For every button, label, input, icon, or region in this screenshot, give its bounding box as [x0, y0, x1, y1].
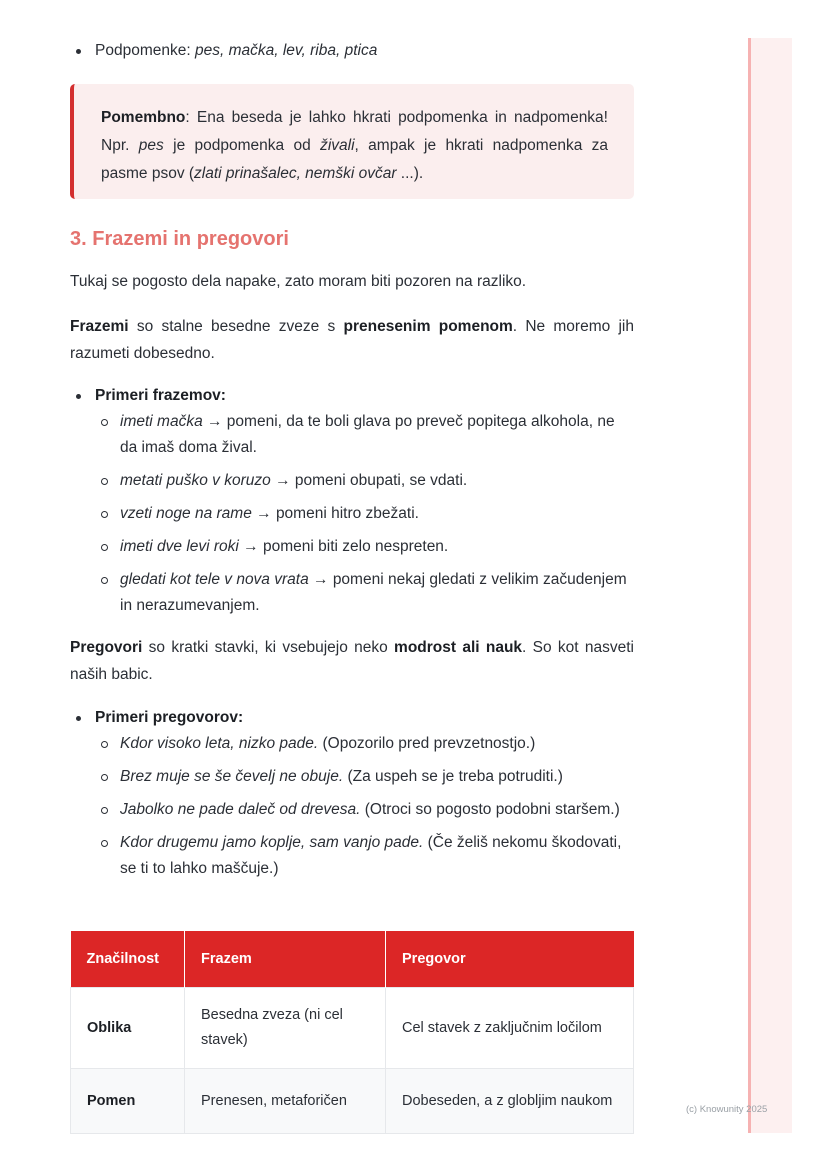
frazem-phrase: metati puško v koruzo — [120, 472, 271, 489]
important-callout — [70, 84, 634, 199]
def-bold: modrost ali nauk — [394, 639, 523, 656]
pregovor-item — [95, 731, 634, 757]
margin-line — [748, 38, 751, 1133]
pregovor-meaning: (Za uspeh se je treba potruditi.) — [343, 768, 563, 785]
def-text: so kratki stavki, ki vsebujejo neko — [142, 639, 395, 656]
list-item — [70, 705, 634, 882]
pregovori-list — [70, 705, 634, 889]
top-list — [70, 38, 634, 64]
table-cell: Pomen — [71, 1069, 185, 1134]
table-header-row — [71, 931, 634, 988]
watermark: (c) Knowunity 2025 — [686, 1104, 768, 1115]
table-cell: Besedna zveza (ni cel stavek) — [185, 988, 386, 1069]
frazem-item — [95, 468, 634, 494]
def-bold: Frazemi — [70, 318, 129, 335]
intro-paragraph: Tukaj se pogosto dela napake, zato moram biti pozoren na razliko. — [70, 273, 527, 290]
callout-text: : Ena beseda je lahko hkrati podpomenka in nadpomenka! Npr. — [101, 109, 608, 154]
table-header: Frazem — [185, 931, 386, 988]
callout-em: živali — [320, 137, 355, 154]
def-text: . So kot nasveti naših babic. — [70, 639, 634, 683]
table-cell: Oblika — [71, 988, 185, 1069]
list-item — [70, 383, 634, 619]
pregovor-item — [95, 797, 634, 823]
def-bold: Pregovori — [70, 639, 143, 656]
callout-em: zlati prinašalec, nemški ovčar — [194, 165, 397, 182]
table-cell: Cel stavek z zaključnim ločilom — [386, 988, 634, 1069]
pregovor-phrase: Kdor visoko leta, nizko pade. — [120, 735, 319, 752]
table-cell: Dobeseden, a z globljim naukom — [386, 1069, 634, 1134]
frazemi-list — [70, 383, 634, 626]
pregovor-phrase: Brez muje se še čevelj ne obuje. — [120, 768, 344, 785]
margin-sidebar — [748, 38, 792, 1133]
frazem-meaning: → pomeni biti zelo nespreten. — [238, 538, 449, 555]
section-heading: 3. Frazemi in pregovori — [70, 228, 289, 250]
frazem-meaning: → pomeni hitro zbežati. — [251, 505, 419, 522]
table-row — [71, 988, 634, 1069]
frazem-meaning: → pomeni obupati, se vdati. — [270, 472, 468, 489]
table-header: Pregovor — [386, 931, 634, 988]
bullet-examples: pes, mačka, lev, riba, ptica — [194, 42, 378, 59]
list-title: Primeri pregovorov: — [95, 709, 244, 726]
table-row — [71, 1069, 634, 1134]
list-title: Primeri frazemov: — [95, 387, 226, 404]
def-text: so stalne besedne zveze s — [128, 318, 344, 335]
pregovor-meaning: (Če želiš nekomu škodovati, se ti to lahko maščuje.) — [120, 834, 622, 877]
pregovor-item — [95, 764, 634, 790]
comparison-table — [70, 931, 634, 1134]
pregovori-definition — [70, 634, 634, 688]
def-bold: prenesenim pomenom — [343, 318, 513, 335]
frazemi-sublist — [95, 409, 634, 619]
frazemi-definition — [70, 313, 634, 367]
frazem-phrase: imeti mačka — [120, 413, 203, 430]
frazem-item — [95, 501, 634, 527]
frazem-phrase: gledati kot tele v nova vrata — [120, 571, 309, 588]
callout-em: pes — [138, 137, 164, 154]
table-header: Značilnost — [71, 931, 185, 988]
frazem-item — [95, 534, 634, 560]
list-item — [70, 38, 634, 64]
callout-bold: Pomembno — [101, 109, 186, 126]
frazem-item — [95, 409, 634, 461]
table-cell: Prenesen, metaforičen — [185, 1069, 386, 1134]
callout-text: ...). — [396, 165, 424, 182]
bullet-label: Podpomenke: — [95, 42, 191, 59]
pregovor-phrase: Jabolko ne pade daleč od drevesa. — [120, 801, 361, 818]
frazem-meaning: → pomeni, da te boli glava po preveč popitega alkohola, ne da imaš doma žival. — [120, 413, 615, 456]
pregovori-sublist — [95, 731, 634, 882]
frazem-phrase: imeti dve levi roki — [120, 538, 239, 555]
pregovor-item — [95, 830, 634, 882]
frazem-meaning: → pomeni nekaj gledati z velikim začudenjem in nerazumevanjem. — [120, 571, 627, 614]
pregovor-phrase: Kdor drugemu jamo koplje, sam vanjo pade. — [120, 834, 424, 851]
pregovor-meaning: (Opozorilo pred prevzetnostjo.) — [318, 735, 536, 752]
pregovor-meaning: (Otroci so pogosto podobni staršem.) — [360, 801, 620, 818]
frazem-item — [95, 567, 634, 619]
callout-text: je podpomenka od — [163, 137, 321, 154]
frazem-phrase: vzeti noge na rame — [120, 505, 252, 522]
def-text: . Ne moremo jih razumeti dobesedno. — [70, 318, 634, 362]
callout-text: , ampak je hkrati nadpomenka za pasme psov ( — [101, 137, 609, 182]
